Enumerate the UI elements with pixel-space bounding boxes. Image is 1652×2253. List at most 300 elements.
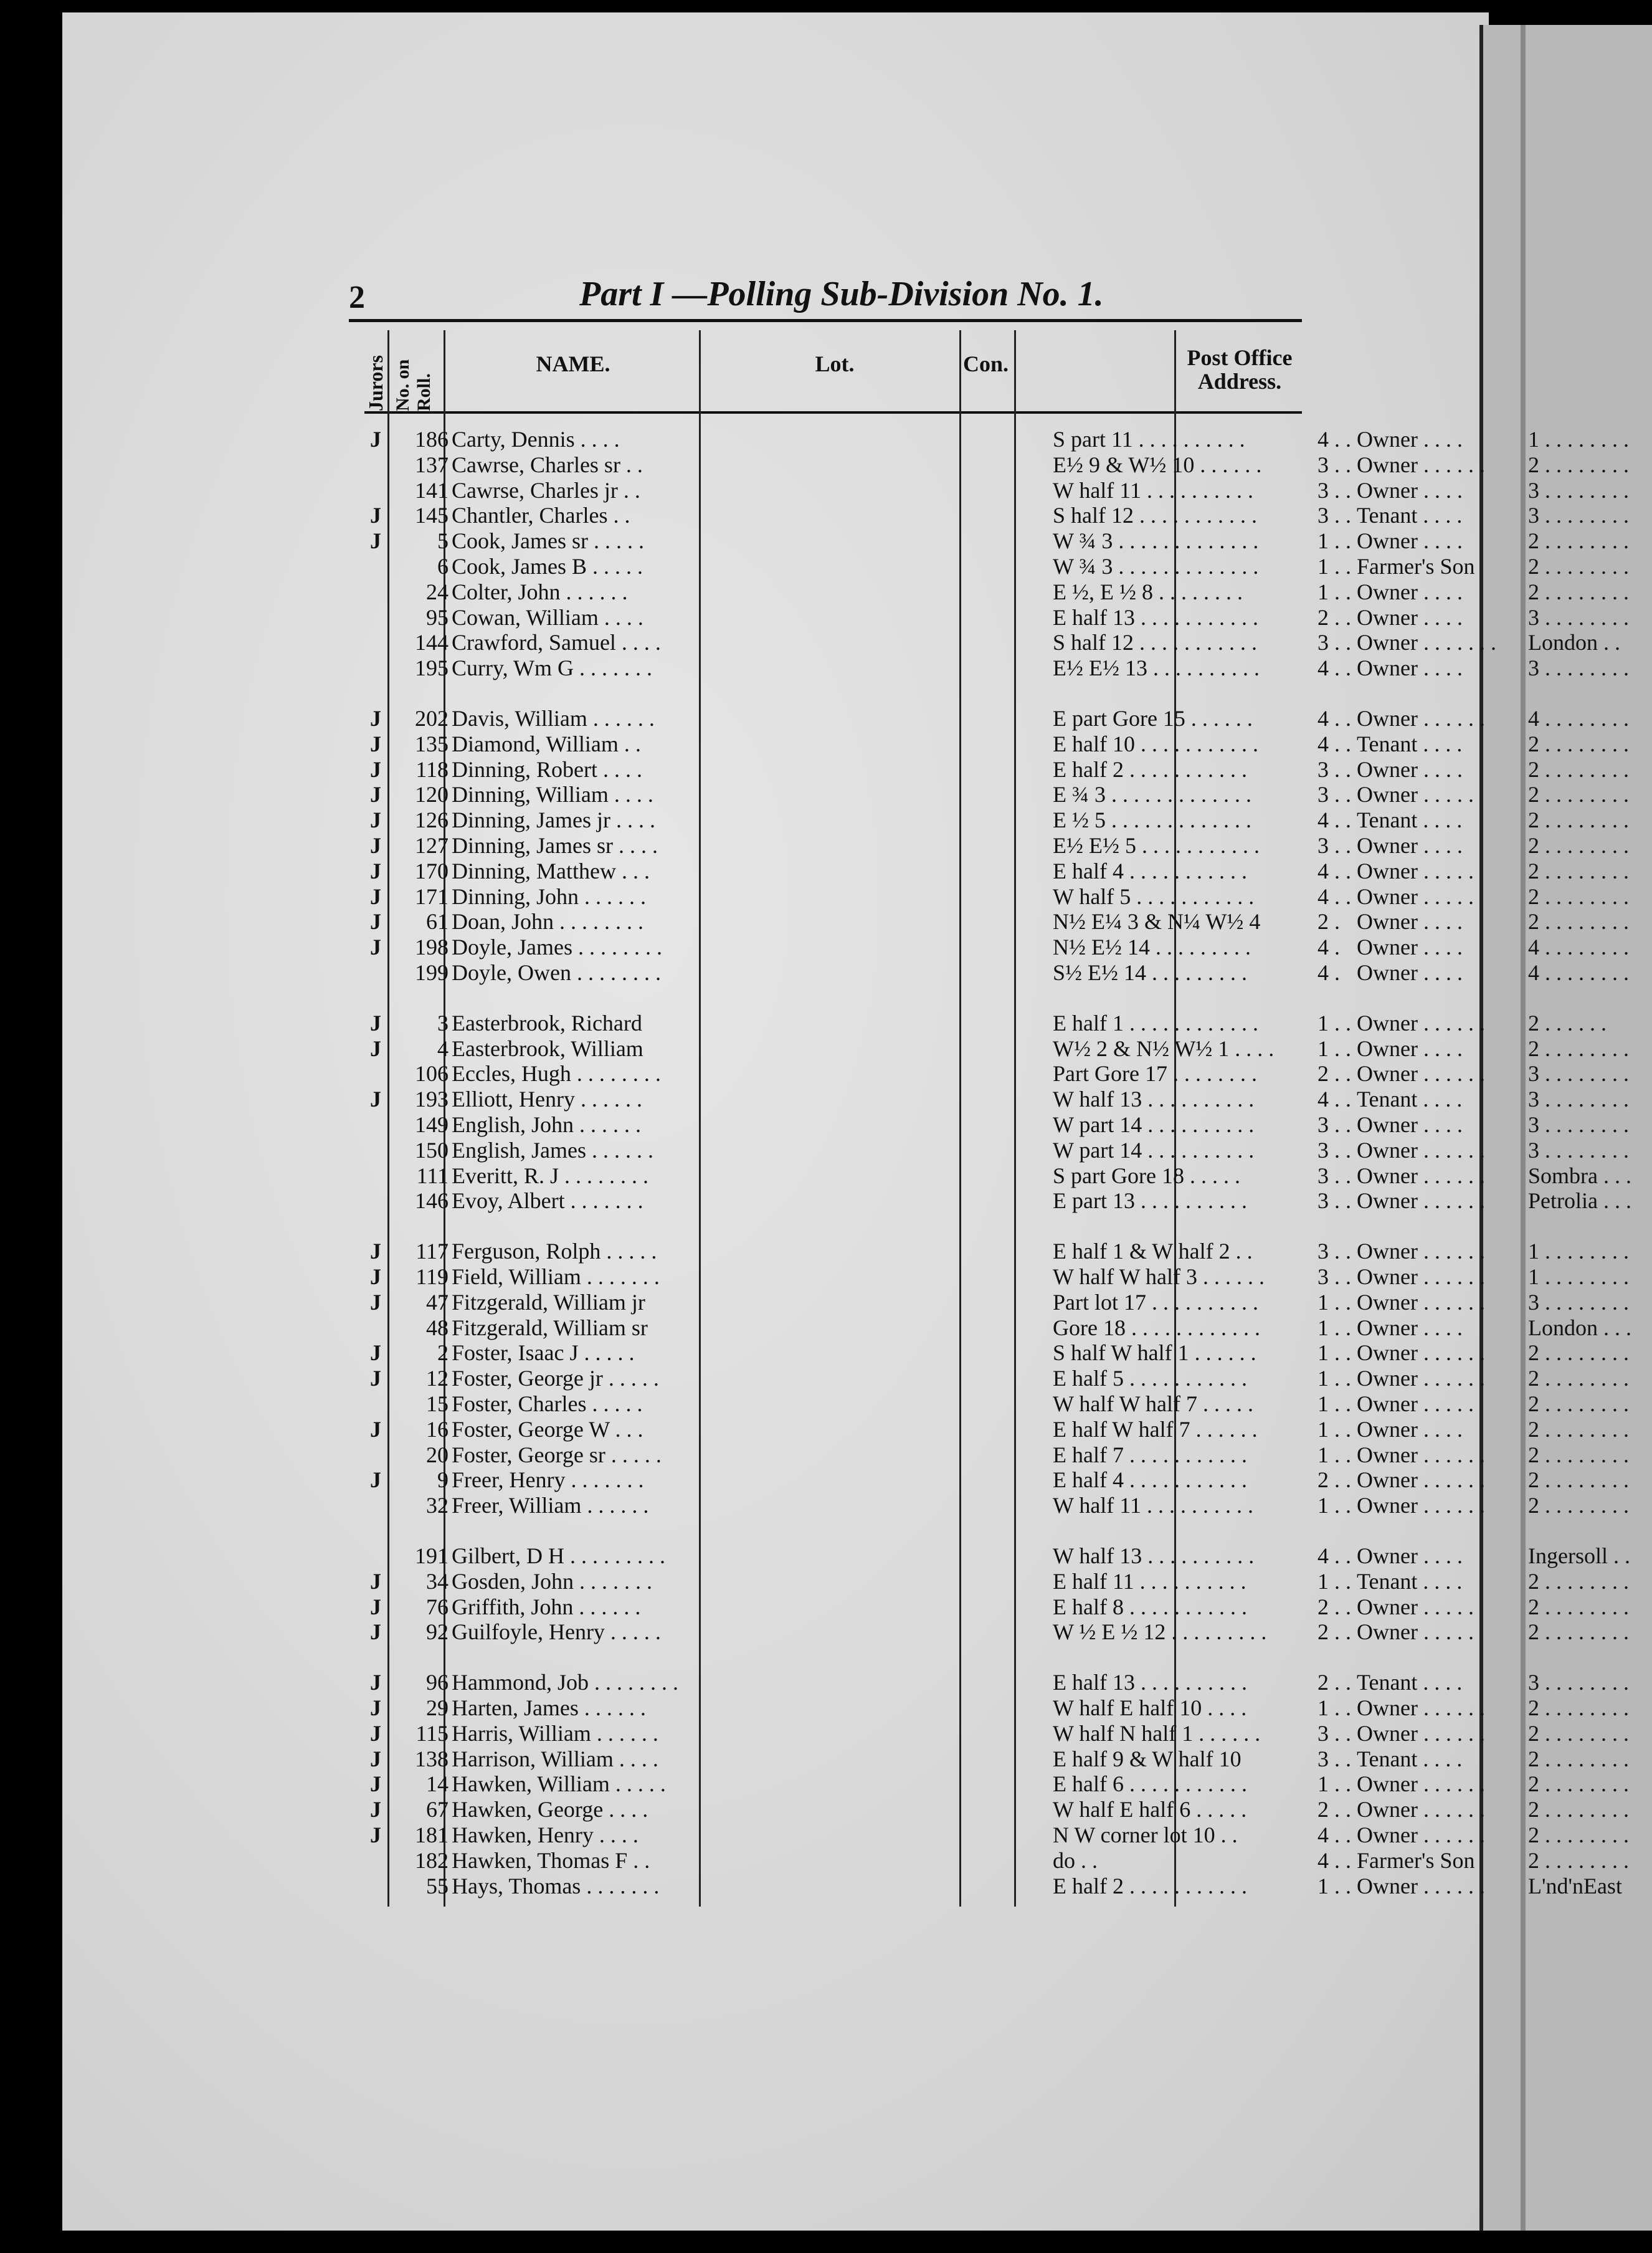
concession: 3 . . — [1317, 1746, 1351, 1771]
occupation: Tenant . . . . — [1357, 1568, 1463, 1594]
lot-description: W part 14 . . . . . . . . . . — [1053, 1137, 1255, 1163]
post-office: 3 . . . . . . . . — [1528, 1112, 1629, 1137]
voter-name: Harten, James . . . . . . — [452, 1695, 646, 1720]
juror-mark: J — [370, 528, 381, 554]
concession: 4 . . — [1317, 1087, 1351, 1112]
page-title: Part I —Polling Sub-Division No. 1. — [579, 275, 1104, 313]
juror-mark: J — [370, 1822, 381, 1847]
voter-name: Hawken, George . . . . — [452, 1797, 648, 1822]
lot-description: E half 2 . . . . . . . . . . . — [1053, 1873, 1247, 1898]
lot-description: E half 1 . . . . . . . . . . . . — [1053, 1010, 1258, 1036]
voter-name: Dinning, Robert . . . . — [452, 756, 642, 782]
lot-description: W half E half 10 . . . . — [1053, 1695, 1247, 1720]
roll-number: 198 — [415, 935, 449, 960]
concession: 1 . . — [1317, 1010, 1351, 1036]
occupation: Owner . . . . . . — [1357, 1137, 1485, 1163]
occupation: Owner . . . . . . — [1357, 1289, 1485, 1315]
concession: 2 . . — [1317, 1061, 1351, 1087]
occupation: Owner . . . . — [1357, 935, 1463, 960]
post-office: 2 . . . . . . . . — [1528, 1416, 1629, 1442]
juror-mark: J — [370, 1594, 381, 1619]
voter-name: Ferguson, Rolph . . . . . — [452, 1239, 657, 1264]
lot-description: W ½ E ½ 12 . . . . . . . . . — [1053, 1619, 1267, 1645]
concession: 1 . . — [1317, 1695, 1351, 1720]
header-lot: Lot. — [815, 351, 855, 376]
occupation: Owner . . . . . . — [1357, 1695, 1485, 1720]
voter-name: Gosden, John . . . . . . . — [452, 1568, 652, 1594]
occupation: Farmer's Son — [1357, 1847, 1475, 1873]
voter-name: Elliott, Henry . . . . . . — [452, 1087, 642, 1112]
concession: 4 . . — [1317, 1543, 1351, 1568]
juror-mark: J — [370, 909, 381, 935]
post-office: 4 . . . . . . . . — [1528, 960, 1629, 985]
post-office: 2 . . . . . . . . — [1528, 1847, 1629, 1873]
roll-number: 61 — [426, 909, 449, 935]
lot-description: S half W half 1 . . . . . . — [1053, 1340, 1256, 1366]
voter-name: Gilbert, D H . . . . . . . . . — [452, 1543, 665, 1568]
occupation: Tenant . . . . — [1357, 1087, 1463, 1112]
post-office: London . . . — [1528, 1315, 1631, 1340]
voter-name: Carty, Dennis . . . . — [452, 427, 620, 452]
voter-name: Harris, William . . . . . . — [452, 1720, 658, 1746]
voter-name: English, John . . . . . . — [452, 1112, 642, 1137]
post-office: 3 . . . . . . . . — [1528, 503, 1629, 528]
concession: 1 . . — [1317, 528, 1351, 554]
occupation: Owner . . . . — [1357, 909, 1463, 935]
post-office: 2 . . . . . . . . — [1528, 554, 1629, 579]
concession: 3 . . — [1317, 630, 1351, 655]
voter-name: Dinning, William . . . . — [452, 782, 653, 807]
lot-description: S part 11 . . . . . . . . . . — [1053, 427, 1245, 452]
lot-description: do . . — [1053, 1847, 1098, 1873]
voter-name: Cook, James B . . . . . — [452, 554, 643, 579]
post-office: 1 . . . . . . . . — [1528, 427, 1629, 452]
occupation: Owner . . . . . . — [1357, 1442, 1485, 1467]
lot-description: E half 13 . . . . . . . . . . . — [1053, 604, 1258, 630]
post-office: 4 . . . . . . . . — [1528, 706, 1629, 731]
roll-number: 127 — [415, 833, 449, 858]
lot-description: Gore 18 . . . . . . . . . . . . — [1053, 1315, 1260, 1340]
lot-description: E½ E½ 5 . . . . . . . . . . . — [1053, 833, 1260, 858]
roll-number: 181 — [415, 1822, 449, 1847]
post-office: Sombra . . . — [1528, 1163, 1631, 1188]
juror-mark: J — [370, 1264, 381, 1289]
voter-name: Dinning, John . . . . . . — [452, 884, 647, 909]
occupation: Owner . . . . — [1357, 960, 1463, 985]
concession: 4 . . — [1317, 858, 1351, 884]
post-office: 2 . . . . . . . . — [1528, 1036, 1629, 1061]
concession: 4 . . — [1317, 807, 1351, 833]
juror-mark: J — [370, 1695, 381, 1720]
concession: 1 . . — [1317, 1493, 1351, 1518]
lot-description: S half 12 . . . . . . . . . . . — [1053, 630, 1257, 655]
header-con: Con. — [962, 351, 1009, 376]
roll-number: 14 — [426, 1771, 449, 1797]
voter-name: Easterbrook, William — [452, 1036, 643, 1061]
roll-number: 202 — [415, 706, 449, 731]
occupation: Owner . . . . . . — [1357, 1720, 1485, 1746]
occupation: Owner . . . . . — [1357, 1594, 1474, 1619]
roll-number: 199 — [415, 960, 449, 985]
header-no-on-roll: No. on Roll. — [392, 359, 434, 411]
voter-name: Colter, John . . . . . . — [452, 579, 628, 604]
concession: 1 . . — [1317, 1315, 1351, 1340]
occupation: Owner . . . . — [1357, 477, 1463, 503]
concession: 1 . . — [1317, 1340, 1351, 1366]
post-office: 1 . . . . . . . . — [1528, 1239, 1629, 1264]
concession: 4 . — [1317, 935, 1340, 960]
post-office: 2 . . . . . . . . — [1528, 909, 1629, 935]
lot-description: W half 5 . . . . . . . . . . . — [1053, 884, 1255, 909]
lot-description: N½ E¼ 3 & N¼ W½ 4 — [1053, 909, 1261, 935]
post-office: 2 . . . . . . . . — [1528, 1797, 1629, 1822]
concession: 1 . . — [1317, 1036, 1351, 1061]
lot-description: W half W half 3 . . . . . . — [1053, 1264, 1265, 1289]
post-office: 4 . . . . . . . . — [1528, 935, 1629, 960]
post-office: 2 . . . . . . . . — [1528, 1771, 1629, 1797]
roll-number: 135 — [415, 731, 449, 756]
roll-number: 4 — [437, 1036, 449, 1061]
lot-description: S½ E½ 14 . . . . . . . . . — [1053, 960, 1248, 985]
occupation: Owner . . . . — [1357, 604, 1463, 630]
concession: 1 . . — [1317, 1442, 1351, 1467]
voter-name: Hawken, Henry . . . . — [452, 1822, 638, 1847]
roll-number: 34 — [426, 1568, 449, 1594]
juror-mark: J — [370, 1239, 381, 1264]
concession: 4 . . — [1317, 1847, 1351, 1873]
occupation: Owner . . . . — [1357, 1315, 1463, 1340]
voter-name: Griffith, John . . . . . . — [452, 1594, 641, 1619]
roll-number: 95 — [426, 604, 449, 630]
lot-description: E half 2 . . . . . . . . . . . — [1053, 756, 1247, 782]
juror-mark: J — [370, 756, 381, 782]
voter-name: Cawrse, Charles sr . . — [452, 452, 643, 477]
post-office: 2 . . . . . . . . — [1528, 579, 1629, 604]
concession: 2 . . — [1317, 604, 1351, 630]
roll-number: 120 — [415, 782, 449, 807]
concession: 1 . . — [1317, 1873, 1351, 1898]
concession: 3 . . — [1317, 1163, 1351, 1188]
voter-name: Cawrse, Charles jr . . — [452, 477, 640, 503]
lot-description: N½ E½ 14 . . . . . . . . . — [1053, 935, 1251, 960]
concession: 4 . . — [1317, 1822, 1351, 1847]
post-office: 2 . . . . . . . . — [1528, 782, 1629, 807]
occupation: Owner . . . . — [1357, 579, 1463, 604]
lot-description: E half 1 & W half 2 . . — [1053, 1239, 1253, 1264]
roll-number: 24 — [426, 579, 449, 604]
roll-number: 3 — [437, 1010, 449, 1036]
concession: 3 . . — [1317, 1137, 1351, 1163]
voter-name: Foster, Isaac J . . . . . — [452, 1340, 635, 1366]
occupation: Owner . . . . . — [1357, 858, 1474, 884]
voter-name: Fitzgerald, William sr — [452, 1315, 648, 1340]
concession: 3 . . — [1317, 1720, 1351, 1746]
juror-mark: J — [370, 427, 381, 452]
concession: 4 . . — [1317, 884, 1351, 909]
concession: 1 . . — [1317, 579, 1351, 604]
occupation: Owner . . . . . — [1357, 1619, 1474, 1645]
roll-number: 48 — [426, 1315, 449, 1340]
lot-description: W ¾ 3 . . . . . . . . . . . . . — [1053, 554, 1259, 579]
voter-name: Foster, George sr . . . . . — [452, 1442, 662, 1467]
juror-mark: J — [370, 1619, 381, 1645]
juror-mark: J — [370, 1797, 381, 1822]
post-office: 3 . . . . . . . . — [1528, 604, 1629, 630]
lot-description: E half 10 . . . . . . . . . . . — [1053, 731, 1258, 756]
post-office: 3 . . . . . . . . — [1528, 1137, 1629, 1163]
post-office: Petrolia . . . — [1528, 1188, 1631, 1214]
post-office: 2 . . . . . . — [1528, 1010, 1607, 1036]
concession: 4 . . — [1317, 731, 1351, 756]
concession: 3 . . — [1317, 1188, 1351, 1214]
lot-description: W half 11 . . . . . . . . . . — [1053, 477, 1253, 503]
occupation: Owner . . . . — [1357, 528, 1463, 554]
occupation: Owner . . . . — [1357, 756, 1463, 782]
occupation: Owner . . . . . . — [1357, 1493, 1485, 1518]
voter-name: Fitzgerald, William jr — [452, 1289, 645, 1315]
post-office: Ingersoll . . — [1528, 1543, 1630, 1568]
header-jurors: Jurors — [364, 355, 387, 411]
voter-name: Guilfoyle, Henry . . . . . — [452, 1619, 661, 1645]
concession: 1 . . — [1317, 1416, 1351, 1442]
roll-number: 149 — [415, 1112, 449, 1137]
voter-name: Easterbrook, Richard — [452, 1010, 642, 1036]
roll-number: 186 — [415, 427, 449, 452]
voter-name: Curry, Wm G . . . . . . . — [452, 655, 652, 681]
concession: 2 . . — [1317, 1670, 1351, 1695]
lot-description: W half 13 . . . . . . . . . . — [1053, 1087, 1255, 1112]
occupation: Owner . . . . . — [1357, 1391, 1474, 1416]
concession: 3 . . — [1317, 452, 1351, 477]
roll-number: 5 — [437, 528, 449, 554]
concession: 3 . . — [1317, 1239, 1351, 1264]
occupation: Owner . . . . . . — [1357, 1340, 1485, 1366]
post-office: 2 . . . . . . . . — [1528, 807, 1629, 833]
roll-number: 55 — [426, 1873, 449, 1898]
voter-name: Crawford, Samuel . . . . — [452, 630, 661, 655]
voter-name: Doyle, Owen . . . . . . . . — [452, 960, 661, 985]
juror-mark: J — [370, 858, 381, 884]
roll-number: 144 — [415, 630, 449, 655]
voter-name: Dinning, James jr . . . . — [452, 807, 655, 833]
lot-description: E half 7 . . . . . . . . . . . — [1053, 1442, 1247, 1467]
post-office: 2 . . . . . . . . — [1528, 1594, 1629, 1619]
lot-description: E ¾ 3 . . . . . . . . . . . . . — [1053, 782, 1251, 807]
concession: 2 . . — [1317, 1594, 1351, 1619]
roll-number: 138 — [415, 1746, 449, 1771]
lot-description: E half 13 . . . . . . . . . . — [1053, 1670, 1247, 1695]
occupation: Owner . . . . . . — [1357, 452, 1485, 477]
concession: 1 . . — [1317, 554, 1351, 579]
post-office: L'nd'nEast — [1528, 1873, 1622, 1898]
roll-number: 96 — [426, 1670, 449, 1695]
lot-description: W ¾ 3 . . . . . . . . . . . . . — [1053, 528, 1259, 554]
concession: 2 . — [1317, 909, 1340, 935]
roll-number: 6 — [437, 554, 449, 579]
concession: 1 . . — [1317, 1289, 1351, 1315]
voter-name: English, James . . . . . . — [452, 1137, 653, 1163]
post-office: 3 . . . . . . . . — [1528, 1289, 1629, 1315]
roll-number: 16 — [426, 1416, 449, 1442]
lot-description: Part Gore 17 . . . . . . . . — [1053, 1061, 1257, 1087]
occupation: Tenant . . . . — [1357, 807, 1463, 833]
voter-name: Hays, Thomas . . . . . . . — [452, 1873, 660, 1898]
roll-number: 126 — [415, 807, 449, 833]
roll-number: 9 — [437, 1467, 449, 1493]
post-office: 2 . . . . . . . . — [1528, 452, 1629, 477]
lot-description: E half 4 . . . . . . . . . . . — [1053, 1467, 1247, 1493]
post-office: 2 . . . . . . . . — [1528, 1340, 1629, 1366]
occupation: Owner . . . . — [1357, 1036, 1463, 1061]
juror-mark: J — [370, 833, 381, 858]
occupation: Tenant . . . . — [1357, 503, 1463, 528]
roll-number: 115 — [415, 1720, 449, 1746]
concession: 3 . . — [1317, 833, 1351, 858]
post-office: 2 . . . . . . . . — [1528, 833, 1629, 858]
lot-description: E half 11 . . . . . . . . . . — [1053, 1568, 1246, 1594]
occupation: Owner . . . . — [1357, 1416, 1463, 1442]
occupation: Owner . . . . . . — [1357, 1163, 1485, 1188]
occupation: Owner . . . . — [1357, 427, 1463, 452]
post-office: 1 . . . . . . . . — [1528, 1264, 1629, 1289]
lot-description: E part Gore 15 . . . . . . — [1053, 706, 1253, 731]
post-office: 2 . . . . . . . . — [1528, 1391, 1629, 1416]
concession: 1 . . — [1317, 1391, 1351, 1416]
juror-mark: J — [370, 1366, 381, 1391]
lot-description: W half 13 . . . . . . . . . . — [1053, 1543, 1255, 1568]
concession: 1 . . — [1317, 1568, 1351, 1594]
roll-number: 20 — [426, 1442, 449, 1467]
occupation: Owner . . . . . . — [1357, 1188, 1485, 1214]
juror-mark: J — [370, 1289, 381, 1315]
occupation: Owner . . . . . . — [1357, 1061, 1485, 1087]
voter-name: Doan, John . . . . . . . . — [452, 909, 643, 935]
occupation: Owner . . . . . . . — [1357, 630, 1496, 655]
concession: 3 . . — [1317, 1264, 1351, 1289]
voter-name: Cook, James sr . . . . . — [452, 528, 644, 554]
post-office: 2 . . . . . . . . — [1528, 884, 1629, 909]
lot-description: W half N half 1 . . . . . . — [1053, 1720, 1261, 1746]
post-office: London . . — [1528, 630, 1620, 655]
post-office: 2 . . . . . . . . — [1528, 858, 1629, 884]
occupation: Owner . . . . — [1357, 655, 1463, 681]
post-office: 3 . . . . . . . . — [1528, 1061, 1629, 1087]
occupation: Tenant . . . . — [1357, 731, 1463, 756]
roll-number: 67 — [426, 1797, 449, 1822]
juror-mark: J — [370, 1720, 381, 1746]
roll-number: 111 — [416, 1163, 449, 1188]
lot-description: E half 9 & W half 10 — [1053, 1746, 1241, 1771]
voter-name: Freer, William . . . . . . — [452, 1493, 649, 1518]
post-office: 3 . . . . . . . . — [1528, 655, 1629, 681]
post-office: 2 . . . . . . . . — [1528, 1746, 1629, 1771]
post-office: 2 . . . . . . . . — [1528, 1493, 1629, 1518]
voter-name: Diamond, William . . — [452, 731, 641, 756]
voter-name: Freer, Henry . . . . . . . — [452, 1467, 644, 1493]
concession: 4 . . — [1317, 706, 1351, 731]
voter-name: Dinning, James sr . . . . — [452, 833, 658, 858]
concession: 3 . . — [1317, 477, 1351, 503]
voter-name: Foster, Charles . . . . . — [452, 1391, 643, 1416]
roll-number: 47 — [426, 1289, 449, 1315]
concession: 1 . . — [1317, 1366, 1351, 1391]
page-number: 2 — [349, 280, 365, 315]
lot-description: W half W half 7 . . . . . — [1053, 1391, 1253, 1416]
juror-mark: J — [370, 1467, 381, 1493]
voter-name: Hawken, Thomas F . . — [452, 1847, 650, 1873]
roll-number: 182 — [415, 1847, 449, 1873]
concession: 3 . . — [1317, 503, 1351, 528]
concession: 2 . . — [1317, 1797, 1351, 1822]
lot-description: E half 4 . . . . . . . . . . . — [1053, 858, 1247, 884]
post-office: 2 . . . . . . . . — [1528, 1695, 1629, 1720]
occupation: Owner . . . . — [1357, 833, 1463, 858]
juror-mark: J — [370, 1087, 381, 1112]
roll-number: 118 — [415, 756, 449, 782]
voter-name: Harrison, William . . . . — [452, 1746, 658, 1771]
roll-number: 32 — [426, 1493, 449, 1518]
header-name: NAME. — [536, 351, 610, 376]
post-office: 2 . . . . . . . . — [1528, 1822, 1629, 1847]
post-office: 2 . . . . . . . . — [1528, 1568, 1629, 1594]
lot-description: E ½ 5 . . . . . . . . . . . . . — [1053, 807, 1251, 833]
post-office: 2 . . . . . . . . — [1528, 1619, 1629, 1645]
occupation: Owner . . . . . . — [1357, 1873, 1485, 1898]
voter-name: Evoy, Albert . . . . . . . — [452, 1188, 643, 1214]
concession: 1 . . — [1317, 1771, 1351, 1797]
lot-description: E half W half 7 . . . . . . — [1053, 1416, 1258, 1442]
juror-mark: J — [370, 1670, 381, 1695]
occupation: Owner . . . . . . — [1357, 1797, 1485, 1822]
post-office: 2 . . . . . . . . — [1528, 1442, 1629, 1467]
concession: 3 . . — [1317, 782, 1351, 807]
post-office: 2 . . . . . . . . — [1528, 1720, 1629, 1746]
lot-description: W part 14 . . . . . . . . . . — [1053, 1112, 1255, 1137]
voter-name: Hammond, Job . . . . . . . . — [452, 1670, 678, 1695]
lot-description: W half E half 6 . . . . . — [1053, 1797, 1247, 1822]
roll-number: 171 — [415, 884, 449, 909]
juror-mark: J — [370, 1746, 381, 1771]
lot-description: E half 8 . . . . . . . . . . . — [1053, 1594, 1247, 1619]
juror-mark: J — [370, 884, 381, 909]
post-office: 3 . . . . . . . . — [1528, 477, 1629, 503]
lot-description: E part 13 . . . . . . . . . . — [1053, 1188, 1247, 1214]
juror-mark: J — [370, 807, 381, 833]
roll-number: 2 — [437, 1340, 449, 1366]
lot-description: E½ E½ 13 . . . . . . . . . . — [1053, 655, 1260, 681]
lot-description: E half 6 . . . . . . . . . . . — [1053, 1771, 1247, 1797]
occupation: Tenant . . . . — [1357, 1670, 1463, 1695]
voter-name: Everitt, R. J . . . . . . . . — [452, 1163, 648, 1188]
roll-number: 195 — [415, 655, 449, 681]
roll-number: 191 — [415, 1543, 449, 1568]
occupation: Tenant . . . . — [1357, 1746, 1463, 1771]
lot-description: E ½, E ½ 8 . . . . . . . . — [1053, 579, 1243, 604]
lot-description: Part lot 17 . . . . . . . . . . — [1053, 1289, 1258, 1315]
column-rule — [387, 330, 389, 1907]
voter-name: Foster, George W . . . — [452, 1416, 643, 1442]
occupation: Owner . . . . . . — [1357, 1264, 1485, 1289]
roll-number: 145 — [415, 503, 449, 528]
post-office: 2 . . . . . . . . — [1528, 1366, 1629, 1391]
lot-description: S part Gore 18 . . . . . — [1053, 1163, 1240, 1188]
lot-description: N W corner lot 10 . . — [1053, 1822, 1238, 1847]
juror-mark: J — [370, 1340, 381, 1366]
occupation: Owner . . . . — [1357, 1112, 1463, 1137]
header-rule — [364, 411, 1302, 414]
voter-name: Field, William . . . . . . . — [452, 1264, 660, 1289]
lot-description: W half 11 . . . . . . . . . . — [1053, 1493, 1253, 1518]
